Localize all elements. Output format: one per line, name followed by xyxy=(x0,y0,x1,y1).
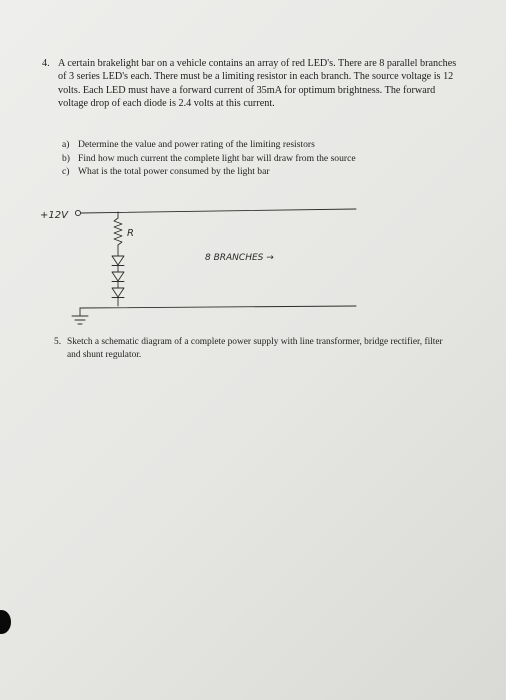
question-5 xyxy=(54,336,454,361)
resistor-symbol xyxy=(114,218,122,245)
question-5-number: 5. xyxy=(54,337,62,347)
question-4-text: A certain brakelight bar on a vehicle contains an array of red LED's. There are 8 parallel branches of 3 series LED's each. There must be a limiting resistor in each branch. The source voltage is 12 volts. Each LED must have a forward current of 35mA for optimum brightness. The forward voltage drop of each diode is 2.4 volts at this current. xyxy=(58,58,457,110)
subquestion-label: b) xyxy=(62,152,70,164)
subquestion-text: Determine the value and power rating of the limiting resistors xyxy=(78,139,315,150)
top-rail-wire xyxy=(81,209,356,213)
question-5-text: Sketch a schematic diagram of a complete power supply with line transformer, bridge rectifier, filter and shunt regulator. xyxy=(67,337,443,360)
led-symbol xyxy=(112,272,124,281)
led-symbol xyxy=(112,288,124,297)
resistor-label: R xyxy=(127,228,134,239)
question-4-number: 4. xyxy=(42,58,50,69)
bottom-rail-wire xyxy=(80,306,356,308)
subquestion-label: a) xyxy=(62,139,70,150)
led-symbol xyxy=(112,256,124,265)
branches-note: 8 BRANCHES → xyxy=(205,253,274,263)
subquestion-label: c) xyxy=(62,166,70,178)
supply-terminal xyxy=(75,210,80,215)
supply-voltage-label: +12V xyxy=(40,210,68,221)
subquestion-text: What is the total power consumed by the light bar xyxy=(78,166,270,178)
subquestion-text: Find how much current the complete light bar will draw from the source xyxy=(78,152,356,164)
